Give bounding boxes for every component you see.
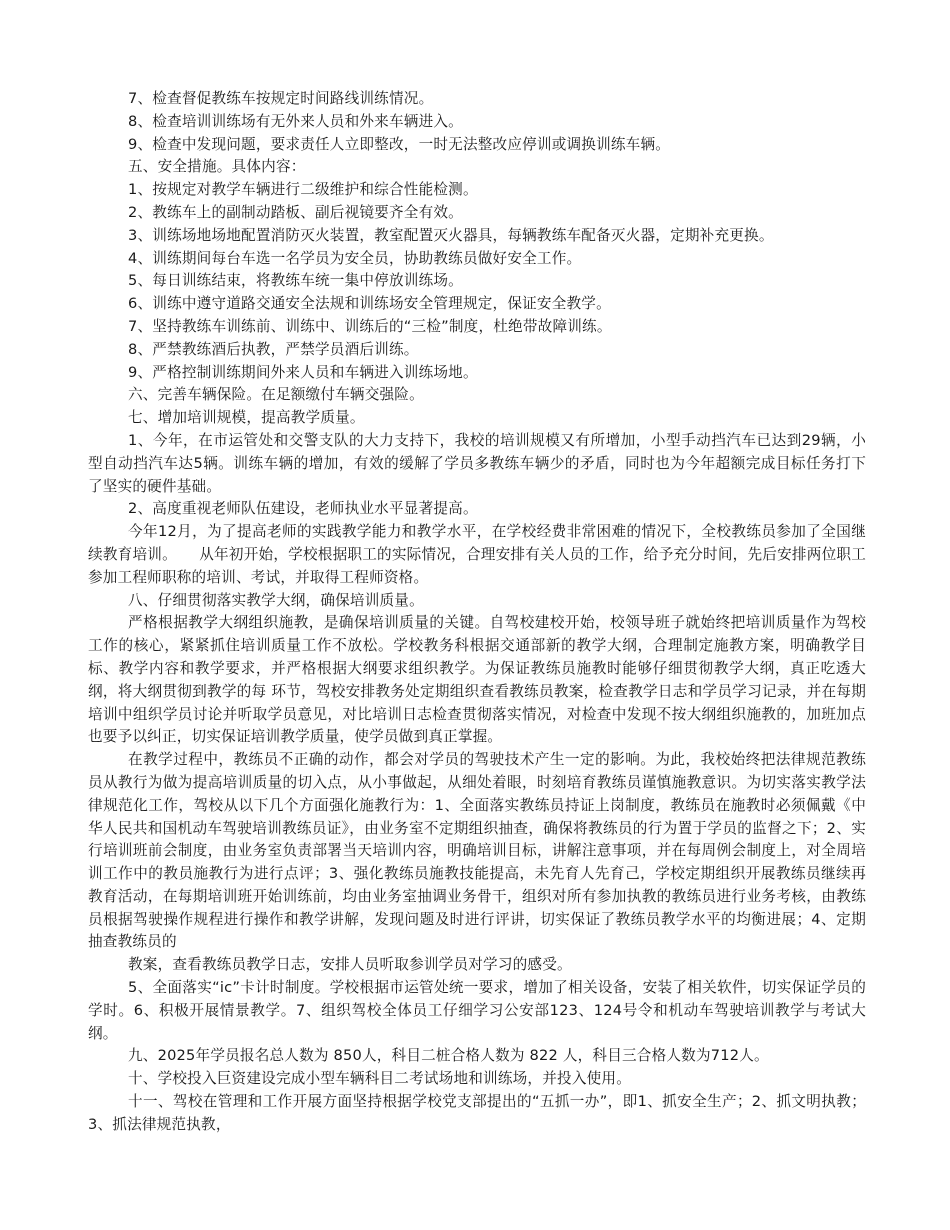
lesson-plan-paragraph: 教案，查看教练员教学日志，安排人员听取参训学员对学习的感受。 bbox=[128, 956, 572, 974]
section-heading-6: 六、完善车辆保险。在足额缴付车辆交强险。 bbox=[128, 386, 424, 404]
section-heading-9: 九、2025年学员报名总人数为 850人，科目二桩合格人数为 822 人，科目三合格人数为712人。 bbox=[128, 1047, 769, 1065]
section-heading-8: 八、仔细贯彻落实教学大纲，确保培训质量。 bbox=[128, 591, 424, 609]
safety-item-8: 8、严禁教练酒后执教，严禁学员酒后训练。 bbox=[128, 340, 419, 358]
scale-paragraph-2: 2、高度重视老师队伍建设，老师执业水平显著提高。 bbox=[128, 500, 478, 518]
safety-item-9: 9、严格控制训练期间外来人员和车辆进入训练场地。 bbox=[128, 363, 478, 381]
safety-item-1: 1、按规定对教学车辆进行二级维护和综合性能检测。 bbox=[128, 181, 478, 199]
teaching-conduct-paragraph: 在教学过程中，教练员不正确的动作，都会对学员的驾驶技术产生一定的影响。为此，我校始终把法律规范教练员从教行为做为提高培训质量的切入点，从小事做起，从细处着眼，时刻培育教练员谨慎施教意识。为切实落实教学法律规范化工作，驾校从以下几个方面强化施教行为：1、全面落实教练员持证上岗制度，教练员在施教时必须佩戴《中华人民共和国机动车驾驶培训教练员证》，由业务室不定期组织抽查，确保将教练员的行为置于学员的监督之下；2、实行培训班前会制度，由业务室负责部署当天培训内容，明确培训目标，讲解注意事项，并在每周例会制度上，对全周培训工作中的教员施教行为进行点评；3、强化教练员施教技能提高，未先育人先育己，学校定期组织开展教练员继续再教育活动，在每期培训班开始训练前，均由业务室抽调业务骨干，组织对所有参加执教的教练员进行业务考核，由教练员根据驾驶操作规程进行操作和教学讲解，发现问题及时进行评讲，切实保证了教练员教学水平的均衡进展；4、定期抽查教练员的 bbox=[88, 751, 866, 951]
section-heading-11: 十一、驾校在管理和工作开展方面坚持根据学校党支部提出的“五抓一办”，即1、抓安全生产；2、抓文明执教；3、抓法律规范执教， bbox=[88, 1093, 866, 1133]
scale-paragraph-1: 1、今年，在市运管处和交警支队的大力支持下，我校的培训规模又有所增加，小型手动挡汽车已达到29辆，小型自动挡汽车达5辆。训练车辆的增加，有效的缓解了学员多教练车辆少的矛盾，同时也为今年超额完成目标任务打下了坚实的硬件基础。 bbox=[88, 431, 866, 495]
paragraph-item-9: 9、检查中发现问题，要求责任人立即整改，一时无法整改应停训或调换训练车辆。 bbox=[128, 135, 671, 153]
section-heading-10: 十、学校投入巨资建设完成小型车辆科目二考试场地和训练场，并投入使用。 bbox=[128, 1070, 631, 1088]
syllabus-paragraph: 严格根据教学大纲组织施教，是确保培训质量的关键。自驾校建校开始，校领导班子就始终把培训质量作为驾校工作的核心，紧紧抓住培训质量工作不放松。学校教务科根据交通部新的教学大纲，合理制定施教方案，明确教学目标、教学内容和教学要求，并严格根据大纲要求组织教学。为保证教练员施教时能够仔细贯彻教学大纲，真正吃透大纲，将大纲贯彻到教学的每 环节，驾校安排教务处定期组织查看教练员教案，检查教学日志和学员学习记录，并在每期培训中组织学员讨论并听取学员意见，对比培训日志检查贯彻落实情况，对检查中发现不按大纲组织施教的，加班加点也要予以纠正，切实保证培训教学质量，使学员做到真正掌握。 bbox=[88, 614, 866, 746]
safety-item-7: 7、坚持教练车训练前、训练中、训练后的“三检”制度，杜绝带故障训练。 bbox=[128, 317, 612, 335]
section-heading-5: 五、安全措施。具体内容： bbox=[128, 158, 306, 176]
paragraph-item-7: 7、检查督促教练车按规定时间路线训练情况。 bbox=[128, 90, 434, 107]
teacher-training-paragraph: 今年12月，为了提高老师的实践教学能力和教学水平，在学校经费非常困难的情况下，全校教练员参加了全国继续教育培训。 从年初开始，学校根据职工的实际情况，合理安排有关人员的工作，给予充分时间，先后安排两位职工参加工程师职称的培训、考试，并取得工程师资格。 bbox=[88, 523, 866, 586]
safety-item-2: 2、教练车上的副制动踏板、副后视镜要齐全有效。 bbox=[128, 203, 463, 221]
safety-item-4: 4、训练期间每台车选一名学员为安全员，协助教练员做好安全工作。 bbox=[128, 249, 582, 267]
safety-item-5: 5、每日训练结束，将教练车统一集中停放训练场。 bbox=[128, 272, 463, 290]
paragraph-item-8: 8、检查培训训练场有无外来人员和外来车辆进入。 bbox=[128, 112, 463, 130]
document-body bbox=[88, 88, 866, 1137]
safety-item-3: 3、训练场地场地配置消防灭火装置，教室配置灭火器具，每辆教练车配备灭火器，定期补充更换。 bbox=[128, 226, 774, 244]
section-heading-7: 七、增加培训规模，提高教学质量。 bbox=[128, 409, 365, 427]
safety-item-6: 6、训练中遵守道路交通安全法规和训练场安全管理规定，保证安全教学。 bbox=[128, 295, 611, 313]
ic-card-paragraph: 5、全面落实“ic”卡计时制度。学校根据市运管处统一要求，增加了相关设备，安装了相关软件，切实保证学员的学时。6、积极开展情景教学。7、组织驾校全体员工仔细学习公安部123、124号令和机动车驾驶培训教学与考试大纲。 bbox=[88, 979, 866, 1042]
